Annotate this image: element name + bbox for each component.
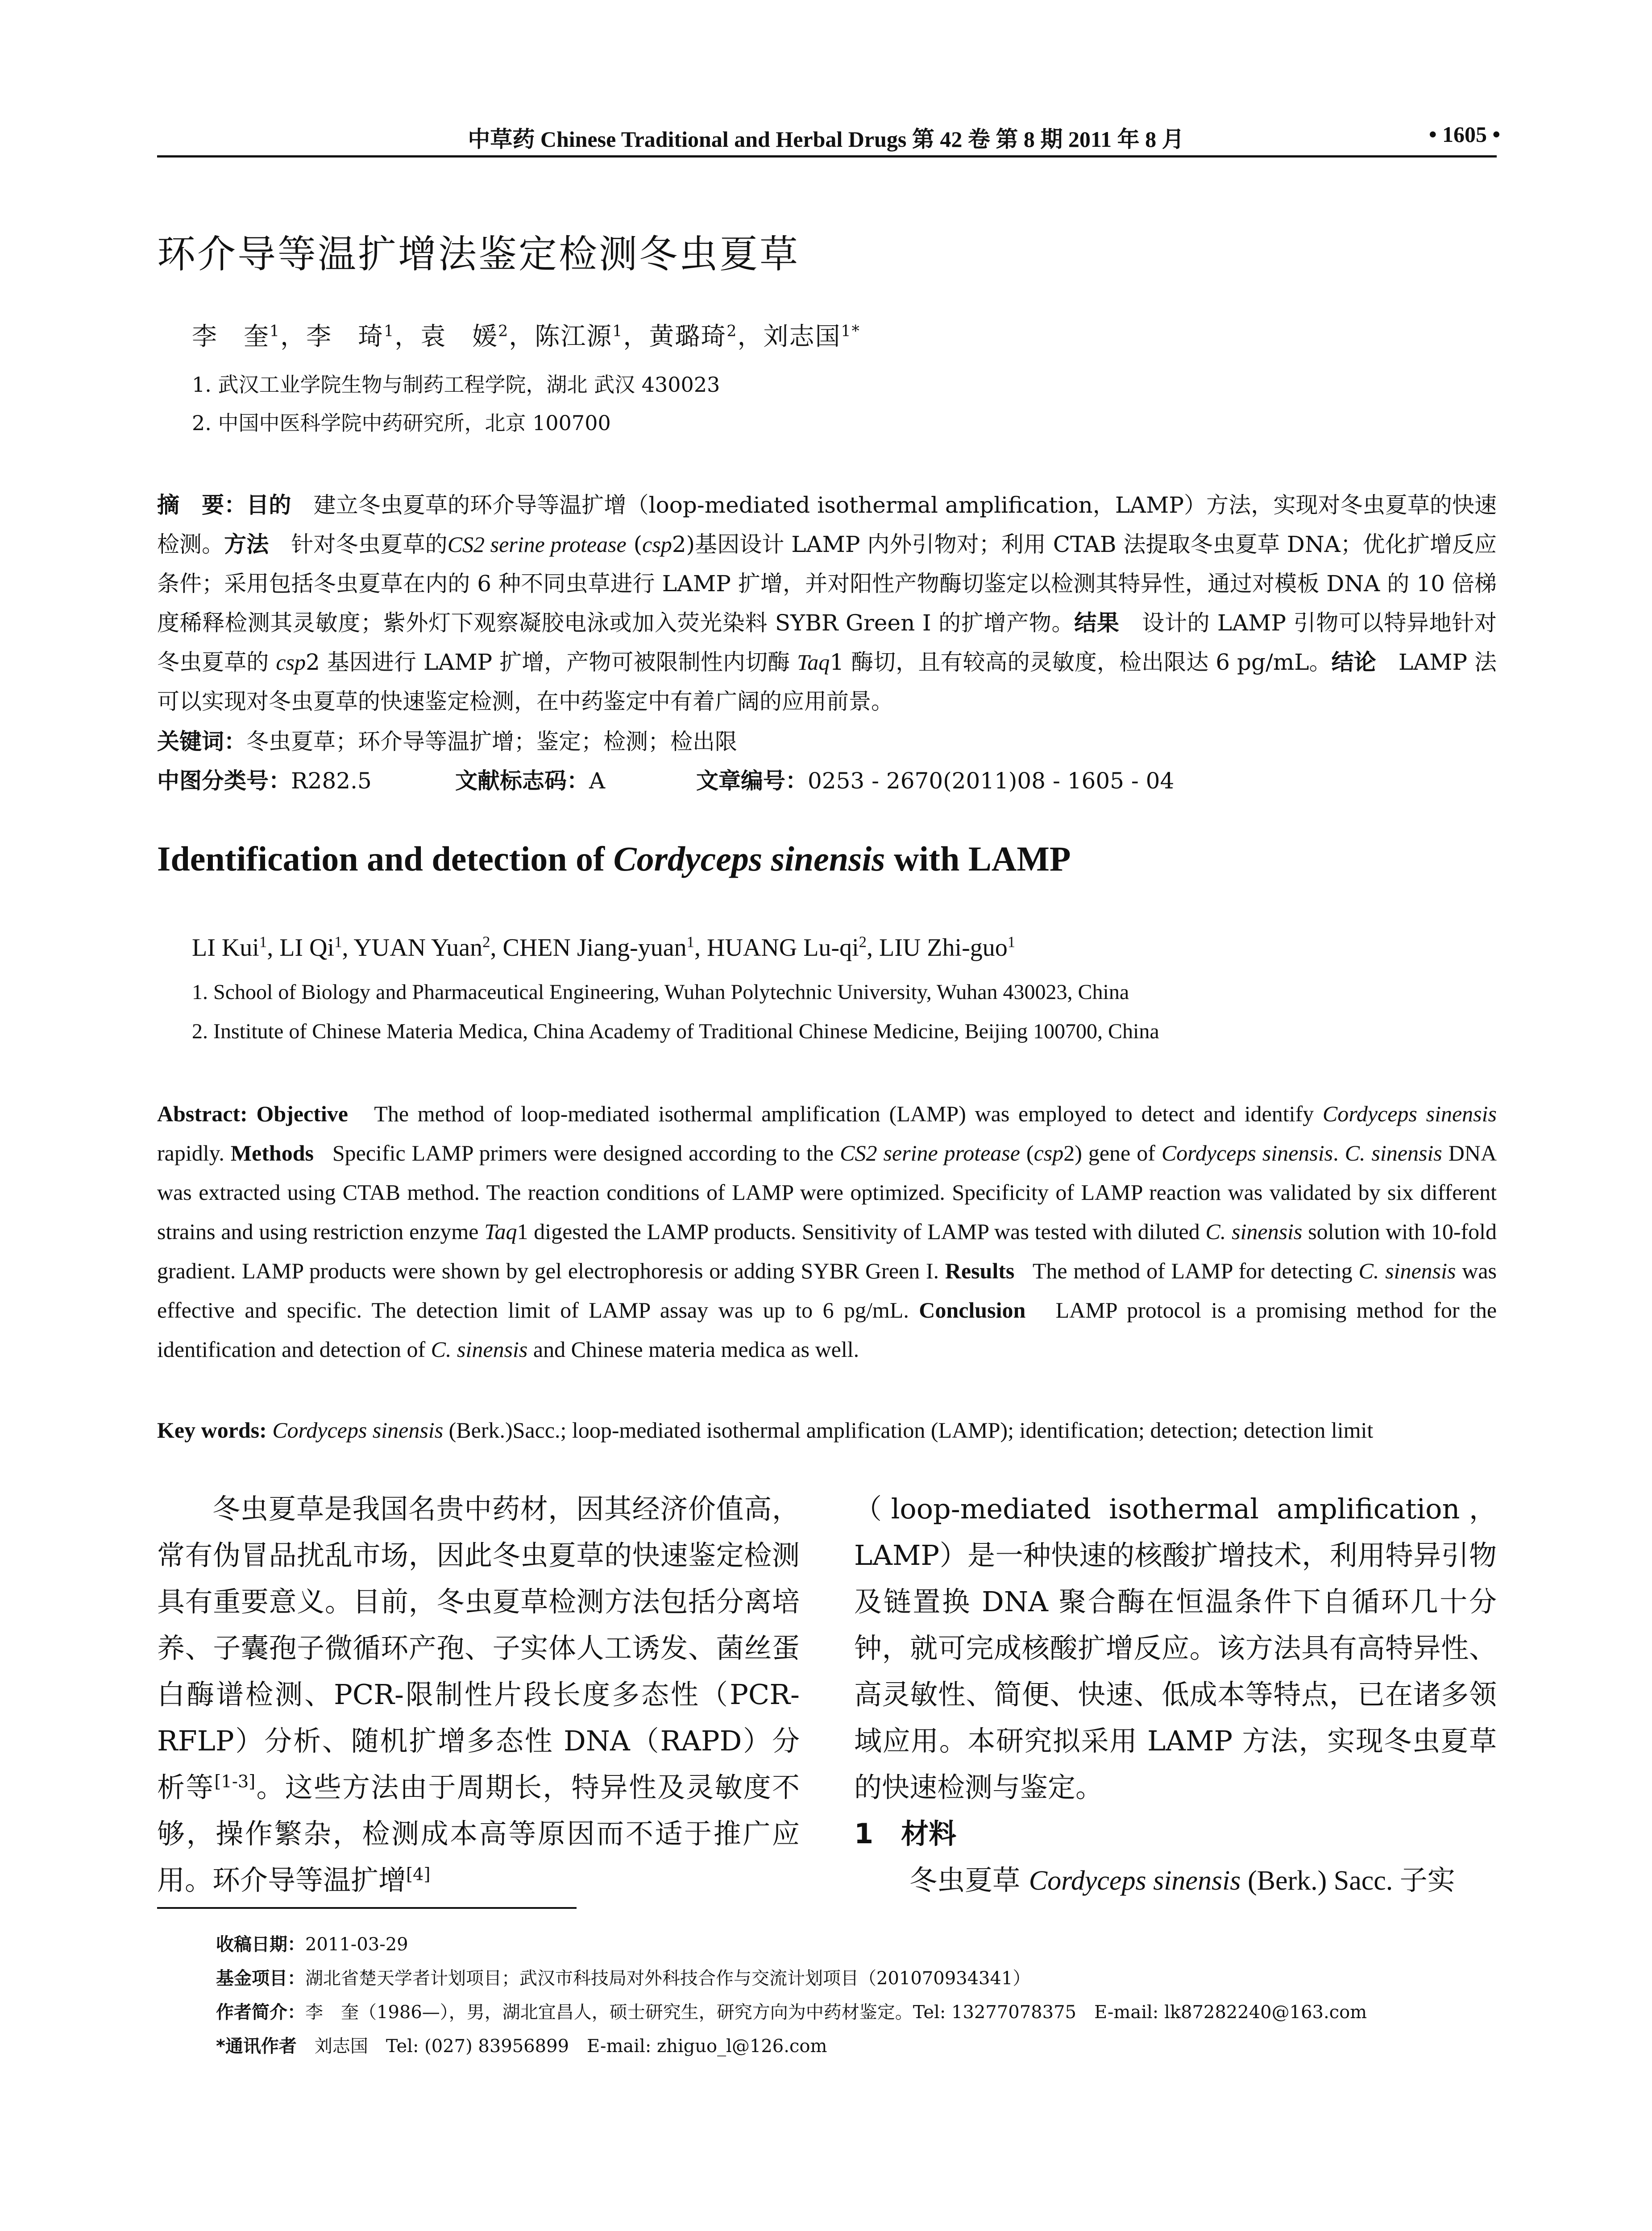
affiliation-cn-1: 1. 武汉工业学院生物与制药工程学院，湖北 武汉 430023 (192, 373, 720, 397)
article-number: 文章编号：0253 - 2670(2011)08 - 1605 - 04 (696, 768, 1175, 794)
title-chinese: 环介导等温扩增法鉴定检测冬虫夏草 (157, 232, 800, 277)
footnote-received: 收稿日期：2011-03-29 (216, 1934, 408, 1955)
keywords-english: Key words: Cordyceps sinensis (Berk.)Sacc.; loop-mediated isothermal amplification (LAMP); identification; detection; detection limit (157, 1418, 1374, 1443)
affiliation-en-2: 2. Institute of Chinese Materia Medica, China Academy of Traditional Chinese Medicine, Beijing 100700, China (192, 1020, 1159, 1043)
footnote-fund: 基金项目：湖北省楚天学者计划项目；武汉市科技局对外科技合作与交流计划项目（201070934341） (216, 1968, 1031, 1989)
author-en: LIU Zhi-guo (879, 934, 1008, 962)
authors-english: LI Kui$^1$, LI Qi$^1$, YUAN Yuan$^2$, CHEN Jiang-yuan$^1$, HUANG $Lu-qi^2$, LIU Zhi-guo$^1$ (192, 933, 1016, 962)
page-number: • 1605 • (1428, 122, 1500, 147)
affiliation-en-1: 1. School of Biology and Pharmaceutical Engineering, Wuhan Polytechnic University, Wuhan 430023, China (192, 980, 1129, 1004)
authors-chinese: 李 奎$^1$，李 琦$^1$，袁 媛$^2$，陈江源$^1$，黄璐琦$^2$，刘志国$^{1*}$ (192, 322, 860, 351)
document-code: 文献标志码：A (455, 768, 606, 794)
keywords-chinese: 关键词：冬虫夏草；环介导等温扩增；鉴定；检测；检出限 (157, 729, 737, 755)
author-en: HUANG Lu-qi (707, 934, 859, 962)
author-cn: 李 琦 (306, 322, 384, 351)
header-rule (157, 155, 1497, 158)
author-cn: 刘志国 (763, 322, 841, 351)
author-cn: 李 奎 (192, 322, 270, 351)
body-left-column: 冬虫夏草是我国名贵中药材，因其经济价值高，常有伪冒品扰乱市场，因此冬虫夏草的快速鉴定检测具有重要意义。目前，冬虫夏草检测方法包括分离培养、子囊孢子微循环产孢、子实体人工诱发、菌丝蛋白酶谱检测、PCR-限制性片段长度多态性（PCR-RFLP）分析、随机扩增多态性 DNA（RAPD）分析等[1-3]。这些方法由于周期长，特异性及灵敏度不够，操作繁杂，检测成本高等原因而不适于推广应用。环介导等温扩增[4] (157, 1493, 800, 1896)
body-paragraph: （loop-mediated isothermal amplification，LAMP）是一种快速的核酸扩增技术，利用特异引物及链置换 DNA 聚合酶在恒温条件下自循环几十分钟，就可完成核酸扩增反应。该方法具有高特异性、高灵敏性、简便、快速、低成本等特点，已在诸多领域应用。本研究拟采用 LAMP 方法，实现冬虫夏草的快速检测与鉴定。 (854, 1493, 1497, 1804)
author-cn: 陈江源 (535, 322, 613, 351)
title-english: Identification and detection of Cordyceps sinensis with LAMP (157, 839, 1071, 878)
footnote-corresponding: *通讯作者 刘志国 Tel: (027) 83956899 E-mail: zhiguo_l@126.com (216, 2036, 827, 2057)
footnote-rule (157, 1907, 577, 1909)
author-en: LI Qi (279, 934, 335, 962)
affiliation-cn-2: 2. 中国中医科学院中药研究所，北京 100700 (192, 411, 611, 435)
author-en: LI Kui (192, 934, 259, 962)
author-en: YUAN Yuan (353, 934, 483, 962)
section-heading: 1 材料 (854, 1817, 957, 1850)
running-header: 中草药 Chinese Traditional and Herbal Drugs 第 42 卷 第 8 期 2011 年 8 月 (468, 127, 1184, 152)
classification-line: 中图分类号：R282.5 (157, 768, 372, 794)
author-en: CHEN Jiang-yuan (502, 934, 687, 962)
abstract-english: Abstract: Objective The method of loop-mediated isothermal amplification (LAMP) was employed to detect and identify Cordyceps sinensis rapidly. Methods Specific LAMP primers were designed according to the CS2 serine protease (csp2) gene of Cordyceps sinensis. C. sinensis DNA was extracted using CTAB method. The reaction conditions of LAMP were optimized. Specificity of LAMP reaction was validated by six different strains and using restriction enzyme Taq1 digested the LAMP products. Sensitivity of LAMP was tested with diluted C. sinensis solution with 10-fold gradient. LAMP products were shown by gel electrophoresis or adding SYBR Green I. Results The method of LAMP for detecting C. sinensis was effective and specific. The detection limit of LAMP assay was up to 6 pg/mL. Conclusion LAMP protocol is a promising method for the identification and detection of C. sinensis and Chinese materia medica as well. (157, 1101, 1497, 1362)
section-text: 冬虫夏草 Cordyceps sinensis (Berk.) Sacc. 子实 (909, 1864, 1455, 1896)
author-cn: 袁 媛 (420, 322, 498, 351)
abstract-chinese: 摘 要：目的 建立冬虫夏草的环介导等温扩增（loop-mediated isothermal amplification，LAMP）方法，实现对冬虫夏草的快速检测。方法 针对冬虫夏草的CS2 serine protease (csp2)基因设计 LAMP 内外引物对；利用 CTAB 法提取冬虫夏草 DNA；优化扩增反应条件；采用包括冬虫夏草在内的 6 种不同虫草进行 LAMP 扩增，并对阳性产物酶切鉴定以检测其特异性，通过对模板 DNA 的 10 倍梯度稀释检测其灵敏度；紫外灯下观察凝胶电泳或加入荧光染料 SYBR Green I 的扩增产物。结果 设计的 LAMP 引物可以特异地针对冬虫夏草的 csp2 基因进行 LAMP 扩增，产物可被限制性内切酶 Taq1 酶切，且有较高的灵敏度，检出限达 6 pg/mL。结论 LAMP 法可以实现对冬虫夏草的快速鉴定检测，在中药鉴定中有着广阔的应用前景。 (157, 492, 1497, 714)
body-right-column (854, 1486, 1497, 1904)
author-cn: 黄璐琦 (649, 322, 727, 351)
footnote-author: 作者简介：李 奎（1986—），男，湖北宜昌人，硕士研究生，研究方向为中药材鉴定。Tel: 13277078375 E-mail: lk87282240@163.com (216, 2002, 1367, 2023)
